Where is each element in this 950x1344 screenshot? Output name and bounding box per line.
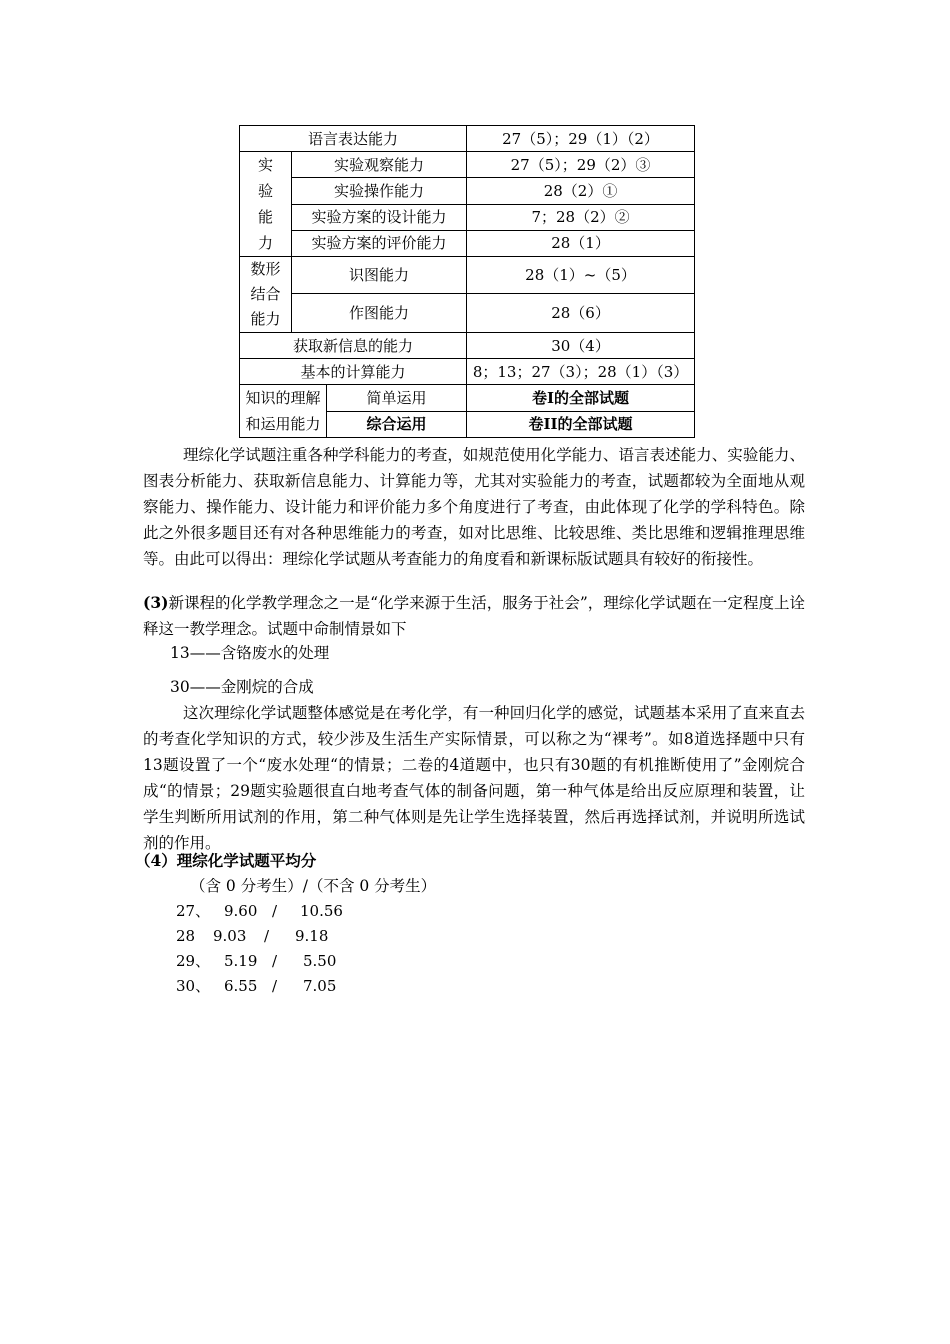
group-char: 验 bbox=[257, 182, 273, 200]
row-value: 28（2）① bbox=[467, 178, 695, 204]
group-line: 和运用能力 bbox=[245, 415, 321, 433]
score-separator: / bbox=[264, 927, 270, 945]
score-without-zero: 7.05 bbox=[303, 977, 337, 995]
score-with-zero: 6.55 bbox=[224, 977, 258, 995]
group-line: 知识的理解 bbox=[245, 389, 321, 407]
score-without-zero: 10.56 bbox=[300, 902, 343, 920]
score-question: 29、 bbox=[176, 952, 211, 970]
group-char: 实 bbox=[257, 156, 273, 174]
section-3-number: (3) bbox=[143, 593, 169, 612]
score-with-zero: 5.19 bbox=[224, 952, 258, 970]
score-separator: / bbox=[272, 902, 278, 920]
row-value: 27（5）；29（1）（2） bbox=[467, 126, 695, 152]
scenario-30: 30——金刚烷的合成 bbox=[170, 678, 314, 696]
row-value: 30（4） bbox=[467, 333, 695, 359]
paragraph-abilities: 理综化学试题注重各种学科能力的考查，如规范使用化学能力、语言表述能力、实验能力、图表分析能力、获取新信息能力、计算能力等，尤其对实验能力的考查，试题都较为全面地从观察能力、操作能力、设计能力和评价能力多个角度进行了考查，由此体现了化学的学科特色。除此之外很多题目还有对各种思维能力的考查，如对比思维、比较思维、类比思维和逻辑推理思维等。由此可以得出：理综化学试题从考查能力的角度看和新课标版试题具有较好的衔接性。 bbox=[143, 446, 805, 568]
row-value: 卷II的全部试题 bbox=[467, 411, 695, 438]
score-without-zero: 5.50 bbox=[303, 952, 337, 970]
row-value: 卷I的全部试题 bbox=[467, 385, 695, 412]
row-value: 28（6） bbox=[467, 294, 695, 333]
paragraph-summary: 这次理综化学试题整体感觉是在考化学，有一种回归化学的感觉，试题基本采用了直来直去的考查化学知识的方式，较少涉及生活生产实际情景，可以称之为“裸考”。如8道选择题中只有13题设置了一个“废水处理“的情景；二卷的4道题中，也只有30题的有机推断使用了”金刚烷合成“的情景；29题实验题很直白地考查气体的制备问题，第一种气体是给出反应原理和装置，让学生判断所用试剂的作用，第二种气体则是先让学生选择装置，然后再选择试剂，并说明所选试剂的作用。 bbox=[143, 704, 805, 852]
row-value: 28（1）~（5） bbox=[467, 257, 695, 294]
row-label: 识图能力 bbox=[292, 257, 467, 294]
section-3-text: 新课程的化学教学理念之一是“化学来源于生活，服务于社会”，理综化学试题在一定程度上诠释这一教学理念。试题中命制情景如下 bbox=[143, 594, 805, 638]
group-line: 结合 bbox=[250, 285, 281, 303]
section-4-title: （4）理综化学试题平均分 bbox=[135, 851, 317, 870]
row-label: 简单运用 bbox=[327, 385, 467, 412]
row-label: 实验方案的评价能力 bbox=[292, 230, 467, 256]
group-line: 能力 bbox=[250, 310, 281, 328]
group-label-graph bbox=[240, 257, 292, 333]
row-label: 实验方案的设计能力 bbox=[292, 204, 467, 230]
section-3 bbox=[143, 590, 805, 642]
row-value: 7；28（2）② bbox=[467, 204, 695, 230]
row-value: 28（1） bbox=[467, 230, 695, 256]
score-header: （含 0 分考生）/（不含 0 分考生） bbox=[190, 877, 437, 895]
ability-table bbox=[239, 125, 695, 438]
group-label-knowledge bbox=[240, 385, 327, 438]
score-separator: / bbox=[272, 977, 278, 995]
score-separator: / bbox=[272, 952, 278, 970]
score-question: 30、 bbox=[176, 977, 211, 995]
row-label: 作图能力 bbox=[292, 294, 467, 333]
group-char: 力 bbox=[257, 234, 273, 252]
row-label: 语言表达能力 bbox=[240, 126, 467, 152]
group-char: 能 bbox=[257, 208, 273, 226]
group-label-experiment bbox=[240, 152, 292, 257]
score-with-zero: 9.60 bbox=[224, 902, 258, 920]
group-line: 数形 bbox=[250, 260, 281, 278]
row-value: 27（5）；29（2）③ bbox=[467, 152, 695, 178]
score-question: 28 bbox=[176, 927, 196, 945]
score-with-zero: 9.03 bbox=[213, 927, 247, 945]
row-label: 综合运用 bbox=[327, 411, 467, 438]
row-value: 8；13；27（3）；28（1）（3） bbox=[467, 359, 695, 385]
scenario-13: 13——含铬废水的处理 bbox=[170, 644, 330, 662]
score-question: 27、 bbox=[176, 902, 211, 920]
row-label: 获取新信息的能力 bbox=[240, 333, 467, 359]
row-label: 实验观察能力 bbox=[292, 152, 467, 178]
row-label: 基本的计算能力 bbox=[240, 359, 467, 385]
score-without-zero: 9.18 bbox=[295, 927, 329, 945]
row-label: 实验操作能力 bbox=[292, 178, 467, 204]
